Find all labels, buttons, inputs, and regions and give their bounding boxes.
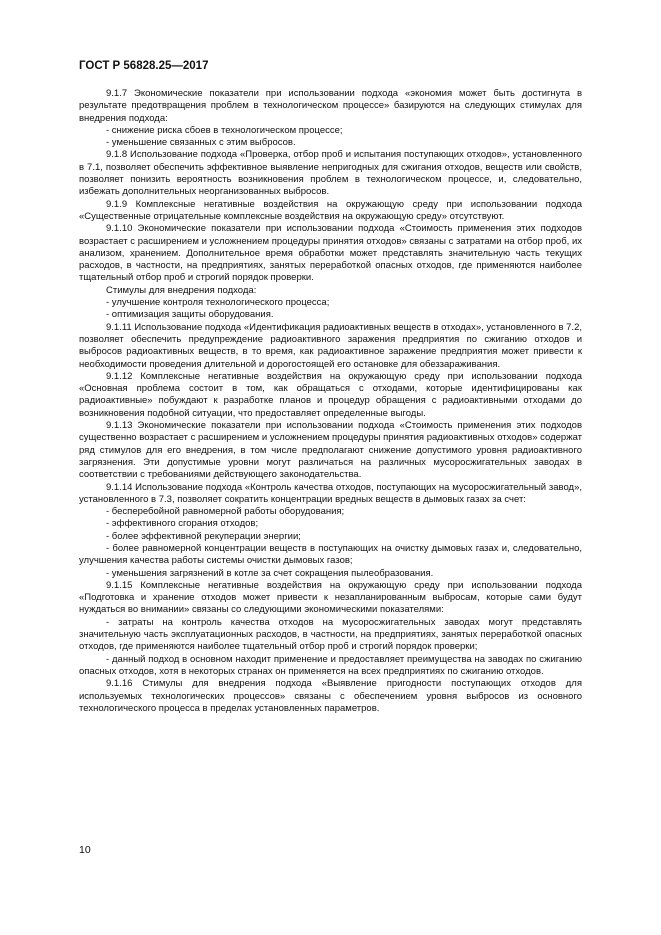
paragraph: 9.1.13 Экономические показатели при использовании подхода «Стоимость применения этих подходов существенно возрастает с расширением и усложнением процедуры принятия радиоактивных отходов» содержат ряд стимулов для его внедрения, в том числе предполагают снижение допустимого уровня радиоактивного загрязнения. Эти допустимые уровни могут различаться на различных мусоросжигательных заводах в соответствии с требованиями действующего законодательства. xyxy=(79,420,582,481)
paragraph: 9.1.16 Стимулы для внедрения подхода «Выявление пригодности поступающих отходов для используемых технологических процессов» связаны с обеспечением уровня выбросов из основного технологического процесса в пределах установленных параметров. xyxy=(79,678,582,714)
list-item: - эффективного сгорания отходов; xyxy=(106,518,259,530)
list-item: - затраты на контроль качества отходов на мусоросжигательных заводах могут представлять значительную часть эксплуатационных расходов, в частности, на предприятиях, занятых переработкой опасных отходов, где применяются наиболее тщательный отбор проб и строгий порядок проверки; xyxy=(79,616,582,653)
paragraph: 9.1.15 Комплексные негативные воздействия на окружающую среду при использовании подхода «Подготовка и хранение отходов может привести к незапланированным выбросам, которые сами будут нуждаться во внимании» связаны со следующими экономическими показателями: xyxy=(79,579,582,616)
paragraph: 9.1.12 Комплексные негативные воздействия на окружающую среду при использовании подхода «Основная проблема состоит в том, как обращаться с отходами, которые идентифицированы как радиоактивные» побуждают к разработке планов и процедур обращения с радиоактивными отходами до возникновения подобной ситуации, что предоставляет определенные выгоды. xyxy=(79,370,582,419)
paragraph: 9.1.11 Использование подхода «Идентификация радиоактивных веществ в отходах», установленного в 7.2, позволяет обеспечить предупреждение радиоактивного заражения предприятия по сжиганию отходов и выбросов радиоактивных веществ, в то время, как радиоактивное заражение предприятия может привести к необходимости проведения длительной и дорогостоящей его остановке для обеззараживания. xyxy=(79,321,582,370)
list-item: - снижение риска сбоев в технологическом процессе; xyxy=(106,124,343,136)
list-item: - более равномерной концентрации веществ в поступающих на очистку дымовых газах и, следовательно, улучшения качества работы системы очистки дымовых газов; xyxy=(79,542,582,567)
list-item: - данный подход в основном находит применение и предоставляет преимущества на заводах по сжиганию опасных отходов, хотя в некоторых странах он применяется на всех предприятиях по сжиганию отходов. xyxy=(79,653,582,677)
list-item: - бесперебойной равномерной работы оборудования; xyxy=(106,506,345,518)
list-item: - уменьшение связанных с этим выбросов. xyxy=(106,137,296,149)
list-item: - улучшение контроля технологического процесса; xyxy=(106,297,330,309)
document-body xyxy=(79,88,582,715)
paragraph: 9.1.10 Экономические показатели при использовании подхода «Стоимость применения этих подходов возрастает с расширением и усложнением процедуры принятия отходов» связаны с затратами на отбор проб, их анализом, хранением. Дополнительное время обработки может представлять значительную часть текущих расходов, в частности, на предприятиях, занятых переработкой опасных отходов, где применяются наиболее тщательный отбор проб и строгий порядок проверки. xyxy=(79,223,582,284)
document-header: ГОСТ Р 56828.25—2017 xyxy=(79,60,209,72)
paragraph: 9.1.7 Экономические показатели при использовании подхода «экономия может быть достигнута в результате предотвращения проблем в технологическом процессе» базируются на следующих стимулах для внедрения подхода: xyxy=(79,88,582,124)
list-item: - оптимизация защиты оборудования. xyxy=(106,309,274,321)
paragraph: 9.1.14 Использование подхода «Контроль качества отходов, поступающих на мусоросжигательный завод», установленного в 7.3, позволяет сократить концентрации вредных веществ в дымовых газах за счет: xyxy=(79,481,582,505)
paragraph: 9.1.9 Комплексные негативные воздействия на окружающую среду при использовании подхода «Существенные отрицательные комплексные воздействия на окружающую среду» отсутствуют. xyxy=(79,198,582,222)
page-number: 10 xyxy=(79,844,91,856)
list-item: - более эффективной рекуперации энергии; xyxy=(106,530,301,542)
list-item: - уменьшения загрязнений в котле за счет сокращения пылеобразования. xyxy=(106,567,434,579)
paragraph: Стимулы для внедрения подхода: xyxy=(106,284,257,296)
paragraph: 9.1.8 Использование подхода «Проверка, отбор проб и испытания поступающих отходов», установленного в 7.1, позволяет обеспечить эффективное выявление непригодных для сжигания отходов, веществ или свойств, позволяет понизить вероятность возникновения проблем в технологическом процессе, и, следовательно, избежать дополнительных неорганизованных выбросов. xyxy=(79,149,582,198)
